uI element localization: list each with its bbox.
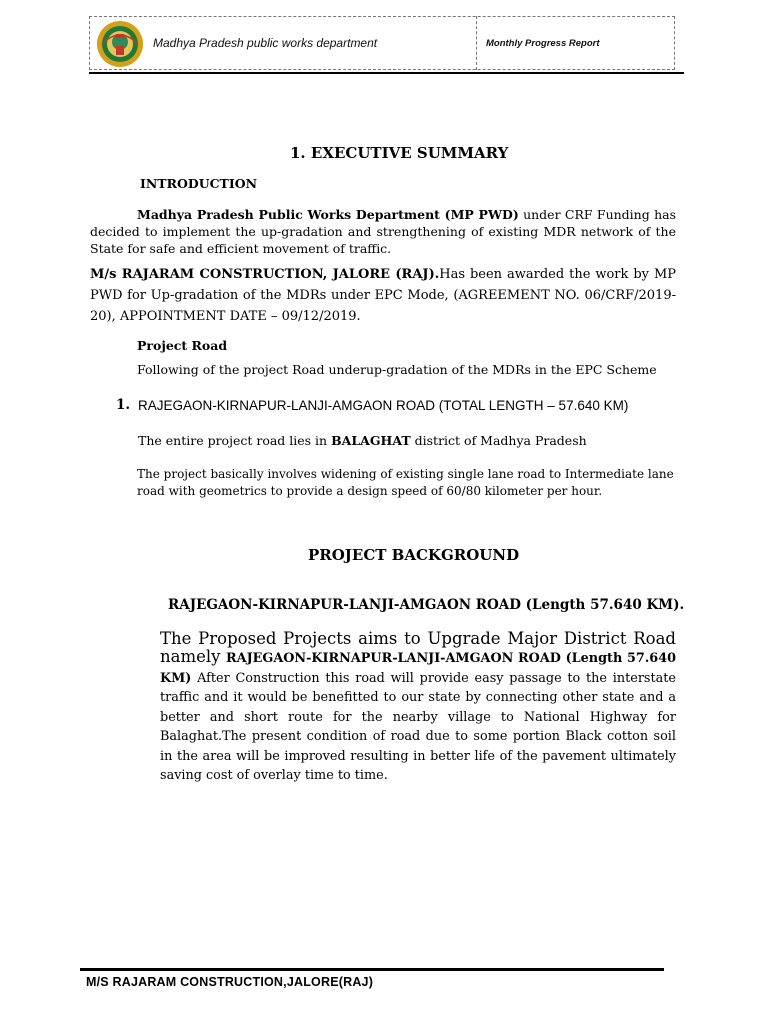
footer-rule — [80, 968, 664, 971]
background-lead-text: The Proposed Projects aims to Upgrade Major District Road namely — [160, 629, 676, 666]
mp-government-emblem-icon — [96, 20, 144, 68]
project-background-paragraph — [160, 630, 676, 786]
project-background-subheading: RAJEGAON-KIRNAPUR-LANJI-AMGAON ROAD (Length 57.640 KM). — [168, 597, 685, 613]
road-district: BALAGHAT — [331, 433, 411, 448]
intro-bold-lead: Madhya Pradesh Public Works Department (MP PWD) — [137, 207, 519, 222]
road-location-suffix: district of Madhya Pradesh — [410, 433, 587, 448]
background-road-name: RAJEGAON-KIRNAPUR-LANJI-AMGAON ROAD (Length 57.640 KM) — [160, 651, 676, 686]
header-divider — [476, 16, 477, 70]
road-location-line — [138, 433, 587, 448]
road-list-number: 1. — [116, 397, 131, 413]
project-background-heading: PROJECT BACKGROUND — [308, 546, 520, 564]
background-rest: After Construction this road will provide easy passage to the interstate traffic and it would be benefitted to our state by connecting other state and a better and short route for the nearby village to National Highway for Balaghat.The present condition of road due to some portion Black cotton soil in the area will be improved resulting in better life of the pavement ultimately saving cost of overlay time to time. — [160, 670, 676, 783]
footer-company: M/S RAJARAM CONSTRUCTION,JALORE(RAJ) — [86, 975, 374, 989]
road-description: The project basically involves widening of existing single lane road to Intermediate lane road with geometrics to provide a design speed of 60/80 kilometer per hour. — [137, 467, 674, 498]
header-report-title: Monthly Progress Report — [486, 38, 600, 49]
contractor-paragraph — [90, 264, 676, 327]
contractor-bold-lead: M/s RAJARAM CONSTRUCTION, JALORE (RAJ). — [90, 267, 440, 282]
introduction-heading: INTRODUCTION — [140, 176, 258, 191]
contractor-rest: Has been awarded the work by MP PWD for Up-gradation of the MDRs under EPC Mode, (AGREEMENT NO. 06/CRF/2019-20), APPOINTMENT DATE – 09/12/2019. — [90, 267, 677, 324]
header-department: Madhya Pradesh public works department — [153, 36, 378, 50]
executive-summary-heading: 1. EXECUTIVE SUMMARY — [290, 144, 509, 162]
road-location-prefix: The entire project road lies in — [138, 433, 332, 448]
road-name: RAJEGAON-KIRNAPUR-LANJI-AMGAON ROAD (TOTAL LENGTH – 57.640 KM) — [138, 398, 629, 413]
intro-rest: under CRF Funding has decided to implement the up-gradation and strengthening of existing MDR network of the State for safe and efficient movement of traffic. — [90, 207, 676, 256]
header-rule — [89, 72, 684, 74]
intro-paragraph — [90, 206, 676, 257]
project-road-text: Following of the project Road underup-gradation of the MDRs in the EPC Scheme — [137, 362, 657, 377]
project-road-heading: Project Road — [137, 338, 228, 353]
